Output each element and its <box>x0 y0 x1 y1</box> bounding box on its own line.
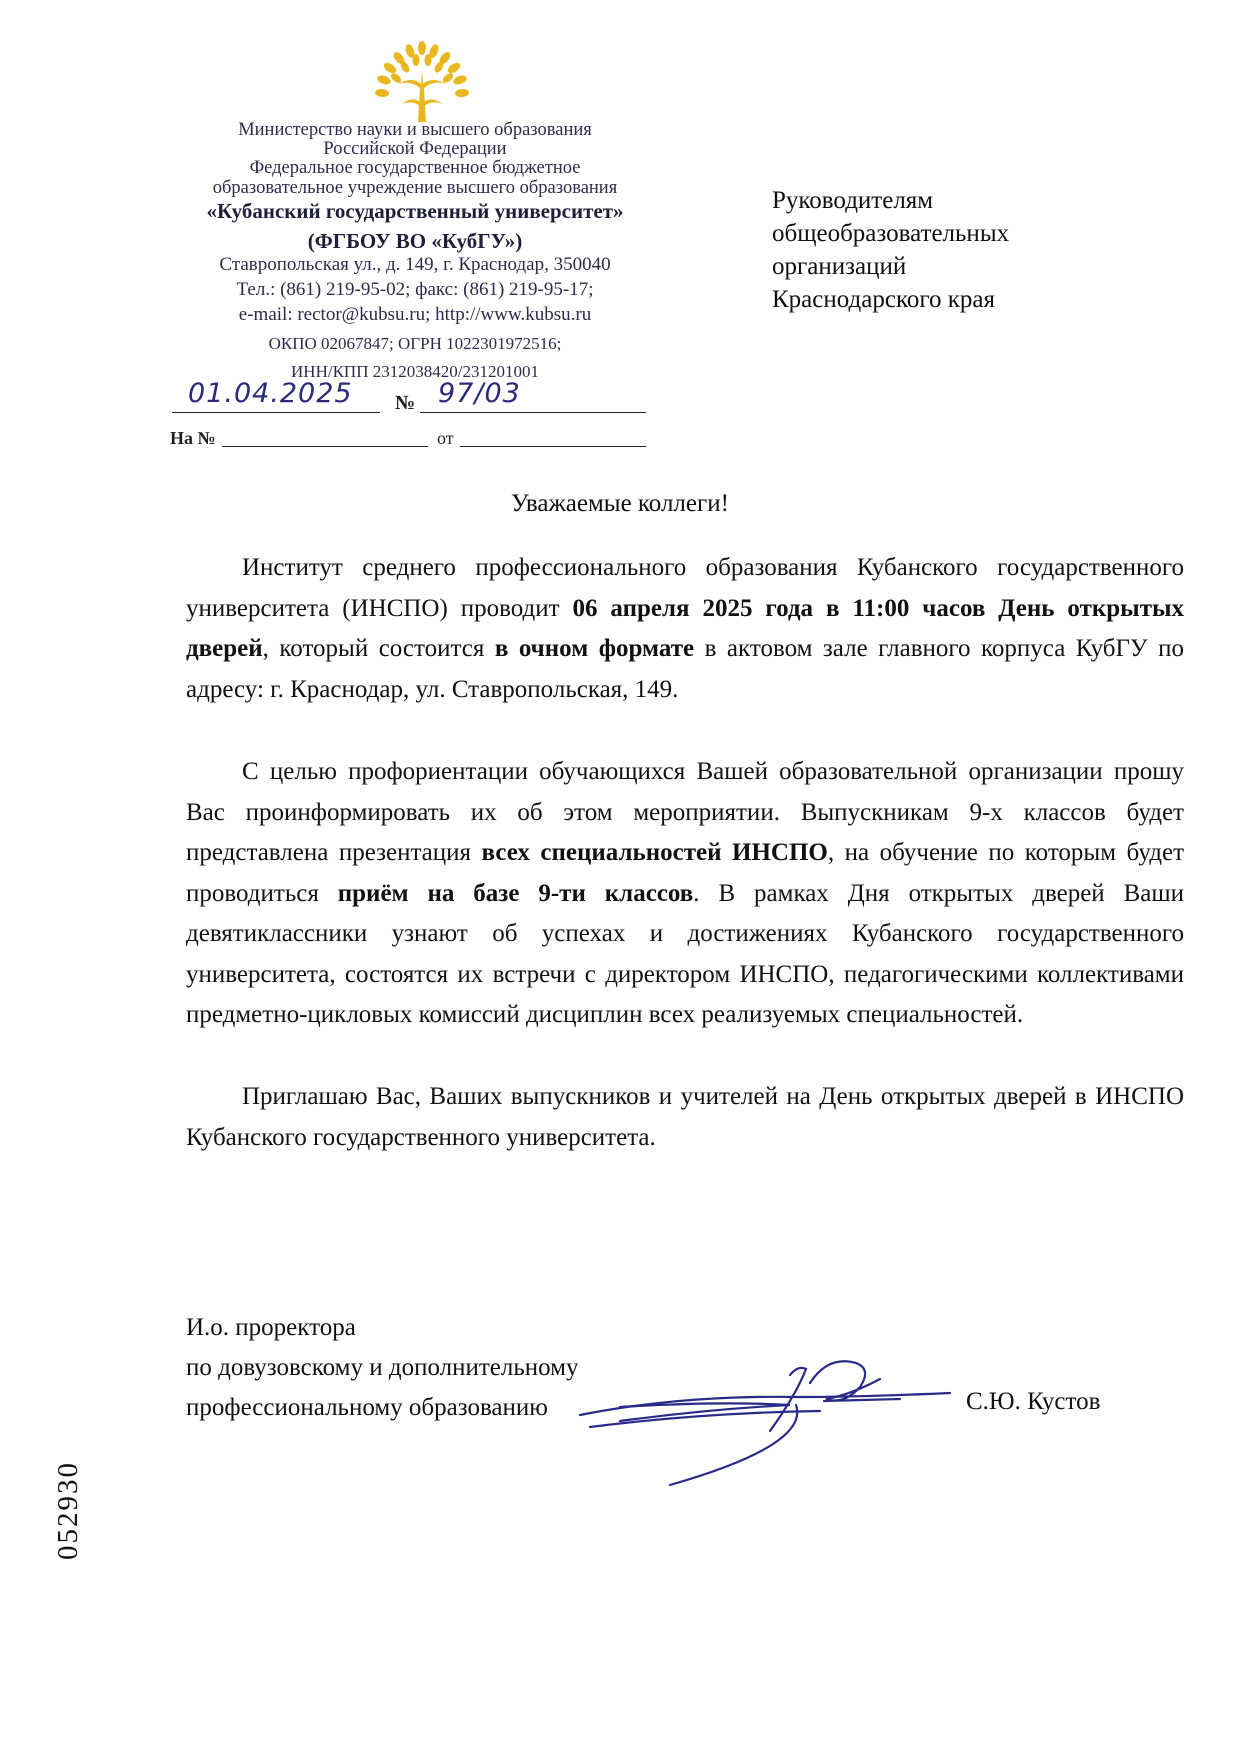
handwritten-signature <box>560 1335 970 1495</box>
number-underline <box>420 412 646 413</box>
signatory-title-line-2: по довузовскому и дополнительному <box>186 1354 579 1381</box>
signatory-title <box>186 1308 579 1428</box>
reference-number-line <box>222 446 428 447</box>
p1-event-date: 06 апреля 2025 года в 11:00 часов День открытых дверей <box>186 594 1184 662</box>
okpo-ogrn: ОКПО 02067847; ОГРН 1022301972516; <box>268 334 562 353</box>
salutation: Уважаемые коллеги! <box>511 490 729 517</box>
addressee-line-4: Краснодарского края <box>772 286 995 313</box>
p2-admission: приём на базе 9-ти классов <box>337 879 694 907</box>
p2-text-c: , на обучение по которым будет проводиться <box>186 839 1184 907</box>
addressee-block <box>772 184 1172 316</box>
outgoing-number: 97/03 <box>438 378 521 409</box>
institution-type-line-2: образовательное учреждение высшего образования <box>212 178 618 198</box>
university-address: Ставропольская ул., д. 149, г. Краснодар, 350040 <box>219 254 611 275</box>
signatory-title-line-1: И.о. проректора <box>186 1314 356 1341</box>
p1-text-e: в актовом зале главного корпуса КубГУ по адресу: г. Краснодар, ул. Ставропольская, 149. <box>186 635 1184 703</box>
outgoing-date: 01.04.2025 <box>188 378 353 409</box>
p1-format: в очном формате <box>494 635 695 662</box>
university-abbreviation: (ФГБОУ ВО «КубГУ») <box>307 229 523 253</box>
date-underline <box>172 412 380 413</box>
paragraph-3: Приглашаю Вас, Ваших выпускников и учителей на День открытых дверей в ИНСПО Кубанского государственного университета. <box>186 1083 1184 1151</box>
p2-text-e: . В рамках Дня открытых дверей Ваши девятиклассники узнают об успехах и достижениях Кубанского государственного университета, состоятся их встречи с директором ИНСПО, педагогическими коллективами предметно-цикловых комиссий дисциплин всех реализуемых специальностей. <box>186 879 1184 1028</box>
document-serial-number: 052930 <box>52 1461 84 1560</box>
university-logo-tree-icon <box>368 40 476 122</box>
p1-text-a: Институт среднего профессионального образования Кубанского государственного университета (ИНСПО) проводит <box>186 554 1184 622</box>
addressee-line-3: организаций <box>772 253 907 280</box>
number-label: № <box>395 392 416 414</box>
ministry-line-1: Министерство науки и высшего образования <box>238 120 592 140</box>
addressee-line-2: общеобразовательных <box>772 220 1010 247</box>
addressee-line-1: Руководителям <box>772 187 934 214</box>
paragraph-2 <box>186 752 1184 1036</box>
reference-number-label: На № <box>170 428 216 448</box>
phone-fax: Тел.: (861) 219-95-02; факс: (861) 219-95-17; <box>236 279 594 300</box>
ministry-line-2: Российской Федерации <box>323 139 507 159</box>
p2-specialties: всех специальностей ИНСПО <box>481 839 828 866</box>
p1-text-c: , который состоится <box>262 635 495 662</box>
p2-text-a: С целью профориентации обучающихся Вашей образовательной организации прошу Вас проинформировать их об этом мероприятии. Выпускникам 9-х классов будет представлена презентация <box>186 758 1184 866</box>
institution-type-line-1: Федеральное государственное бюджетное <box>249 158 581 178</box>
paragraph-1 <box>186 548 1184 710</box>
signatory-name: С.Ю. Кустов <box>966 1388 1101 1415</box>
university-name: «Кубанский государственный университет» <box>206 199 624 223</box>
reference-date-label: от <box>437 428 454 448</box>
reference-date-line <box>460 446 646 447</box>
email-website: e-mail: rector@kubsu.ru; http://www.kubsu.ru <box>238 304 592 325</box>
signatory-title-line-3: профессиональному образованию <box>186 1394 548 1421</box>
inn-kpp: ИНН/КПП 2312038420/231201001 <box>291 362 539 381</box>
